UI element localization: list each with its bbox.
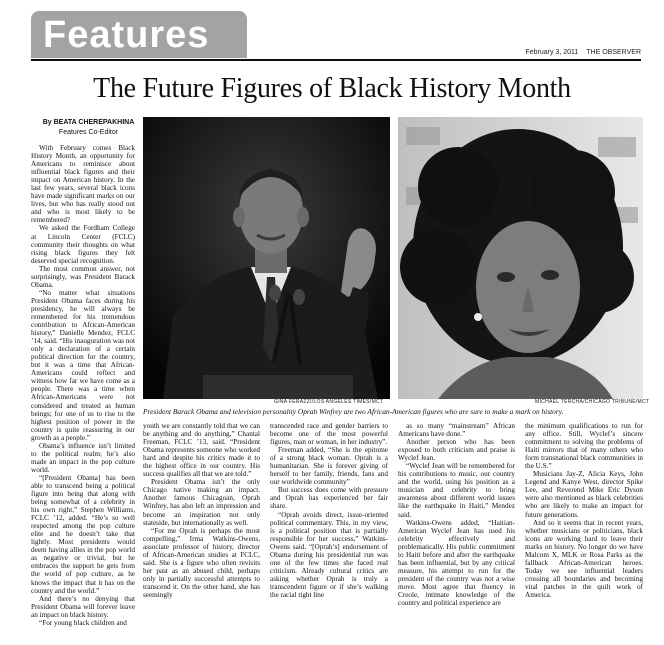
article-paragraph: With February comes Black History Month, an opportunity for Americans to reminisce about influential black figures and their impact on American history. In the last few years, several black icons have made significant marks on our lives, but who has really stood out and who is most likely to be remembered? [31, 144, 135, 225]
article-paragraph: the minimum qualifications to run for any office. Still, Wyclef’s sincere commitment to solving the problems of Haiti mirrors that of many others who form transnational black communities in the U.S.” [525, 422, 643, 471]
article-column-3 [270, 422, 388, 640]
article-paragraph: But success does come with pressure and Oprah has experienced her fair share. [270, 486, 388, 511]
article-paragraph: as so many “mainstream” African Americans have done.” [398, 422, 515, 439]
obama-photo-illustration [143, 117, 390, 399]
article-paragraph: “[President Obama] has been able to transcend being a political figure into being that along with being somewhat of a celebrity in his own right,” Stephen Williams, FCLC ’12, added. “He’s so well respected among the pop culture elite and he doesn’t take that lightly. Most presidents would deem having allies in the pop world as negative or trivial, but he embraces the support he gets from the world of pop culture, as he knows the impact that it has on the country and the world.” [31, 473, 135, 595]
photo-caption: President Barack Obama and television personality Oprah Winfrey are two African-American figures who are sure to make a mark on history. [143, 407, 564, 416]
article-paragraph: “For me Oprah is perhaps the most compelling,” Irma Watkins-Owens, associate professor of history, director of African-American studies at FCLC, said. She is a figure who often revisits her past as an abused child, perhaps only in partially successful attempts to transcend it. On the other hand, she has seemingly [143, 526, 260, 599]
article-paragraph: Watkins-Owens added, “Haitian-American Wyclef Jean has used his celebrity effectively and problematically. His public commitment to Haiti before and after the earthquake has been influential, but by any critical measure, his attempt to run for the president of the country was not a wise move. Most agree that fluency in Creole, intimate knowledge of the country and political experience are [398, 518, 515, 608]
dateline [525, 49, 641, 56]
article-paragraph: And there’s no denying that President Obama will forever leave an impact on black history. [31, 594, 135, 619]
byline [31, 118, 146, 138]
article-paragraph: We asked the Fordham College at Lincoln Center (FCLC) community their thoughts on what rising black figures they felt deserved special recognition. [31, 224, 135, 265]
photo-credit-right: MICHAEL TERCHA/CHICAGO TRIBUNE/MCT [535, 399, 650, 405]
section-banner [31, 11, 247, 58]
article-paragraph: Musicians Jay-Z, Alicia Keys, John Legend and Kanye West, director Spike Lee, and Reverend Mike Eric Dyson were also mentioned as black celebrities who are likely to make an impact for future generations. [525, 470, 643, 519]
article-paragraph: “No matter what situations President Obama faces during his presidency, he will always be remembered for his tremendous contribution to African-American history,” Danielle Mendez, FCLC ’14, said. “His inauguration was not only a declaration of a certain political direction for the country, but it was a time that African-Americans could reflect and witness how far we have come as a people. There was a time when African-Americans were not considered and treated as human beings; for one of us to rise to the highest position of power in the country is quite reassuring in our growth as a people.” [31, 288, 135, 442]
headline: The Future Figures of Black History Month [93, 73, 571, 104]
article-column-5 [525, 422, 643, 640]
article-paragraph: “Wyclef Jean will be remembered for his contributions to music, our country and the world, using his position as a musician and celebrity to bring awareness about different world issues like the earthquake in Haiti,” Mendez said. [398, 462, 515, 519]
oprah-photo-illustration [398, 117, 643, 399]
article-paragraph: transcended race and gender barriers to become one of the most powerful figures, man or woman, in her industry”. [270, 422, 388, 447]
article-paragraph: Another person who has been exposed to both criticism and praise is Wyclef Jean. [398, 438, 515, 463]
article-paragraph: President Obama isn’t the only Chicago native making an impact. Another famous Chicagoan, Oprah Winfrey, has also left an impression and become an inspiration not only stateside, but internationally as well. [143, 478, 260, 527]
photo-obama [143, 117, 390, 399]
section-banner-label: Features [43, 14, 210, 56]
byline-author: By BEATA CHEREPAKHINA [42, 119, 135, 126]
article-paragraph: And so it seems that in recent years, whether musicians or politicians, black icons are working hard to leave their marks on history. No longer do we have Malcom X, MLK or Rosa Parks as the fallback African-American heroes. Today we see influential leaders crossing all boundaries and becoming vital patches in the quilt work of America. [525, 518, 643, 599]
article-paragraph: “Oprah avoids direct, issue-oriented political commentary. This, in my view, is a political position that is partially responsible for her success,” Watkins-Owens said. “[Oprah’s] endorsement of Obama during his presidential run was one of the few times she faced real criticism. Already cultural critics are asking whether Oprah is truly a transcendent figure or if she’s walking the racial tight line [270, 510, 388, 599]
article-paragraph: Obama’s influence isn’t limited to the political realm; he’s also made an impact in the pop culture world. [31, 441, 135, 474]
article-column-1 [31, 144, 135, 640]
header-rule [31, 59, 641, 61]
article-column-4 [398, 422, 515, 640]
article-column-2 [143, 422, 260, 640]
issue-date: February 3, 2011 [525, 49, 579, 56]
photo-credit-left: GINA FERAZZI/LOS ANGELES TIMES/MCT [274, 399, 384, 405]
article-paragraph: youth we are constantly told that we can be anything and do anything,” Chantal Freeman, FCLC ’13, said. “President Obama represents someone who worked hard and despite his critics made it to the highest office in our country. His success qualifies all that we are told.” [143, 422, 260, 479]
photo-oprah [398, 117, 643, 399]
article-paragraph: “For young black children and [39, 618, 127, 627]
paper-name: THE OBSERVER [586, 49, 641, 56]
article-paragraph: The most common answer, not surprisingly, was President Barack Obama. [31, 264, 135, 289]
article-paragraph: Freeman added, “She is the epitome of a strong black woman. Oprah is a humanitarian. She is forever giving of herself to her family, friends, fans and our worldwide community” [270, 446, 388, 487]
byline-role: Features Co-Editor [58, 129, 119, 136]
